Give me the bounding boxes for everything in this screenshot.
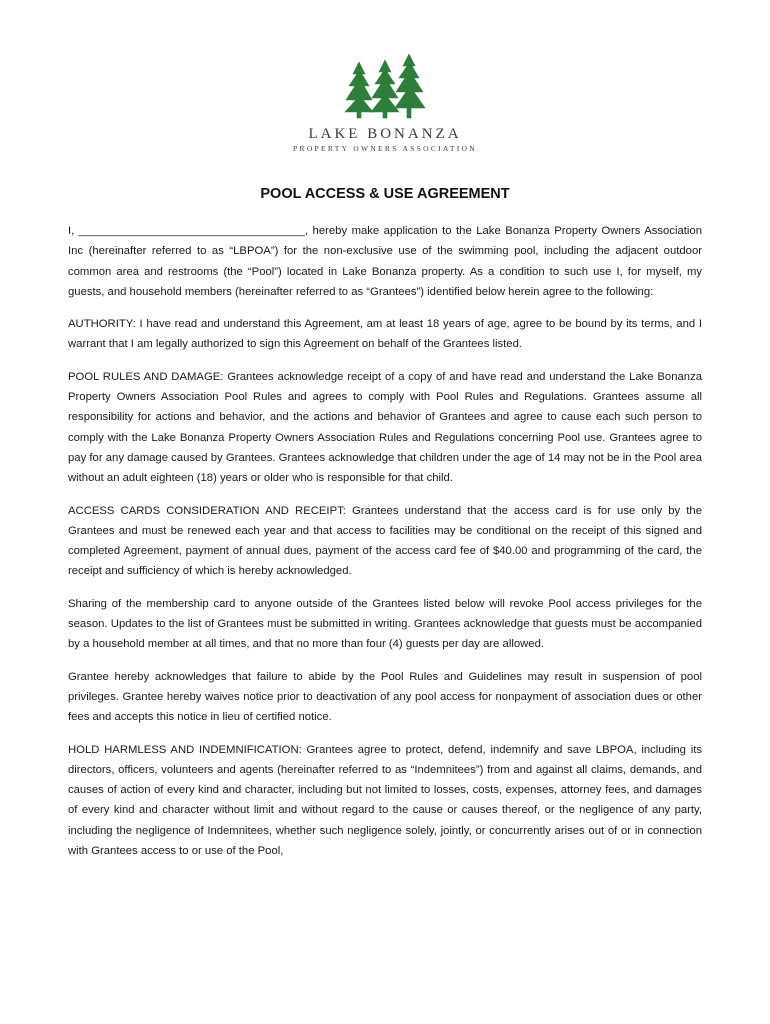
- association-logo: [0, 52, 770, 153]
- pine-tree-middle-icon: [371, 60, 399, 118]
- pool-rules-paragraph: POOL RULES AND DAMAGE: Grantees acknowledge receipt of a copy of and have read and understand the Lake Bonanza Property Owners Association Pool Rules and agrees to comply with Pool Rules and Regulations. Grantees assume all responsibility for actions and behavior, and the actions and behavior of Grantees and agree to cause each such person to comply with the Lake Bonanza Property Owners Association Rules and Regulations concerning Pool use. Grantees agree to pay for any damage caused by Grantees. Grantees acknowledge that children under the age of 14 may not be in the Pool area without an adult eighteen (18) years or older who is responsible for that child.: [68, 370, 702, 485]
- hold-harmless-paragraph: HOLD HARMLESS AND INDEMNIFICATION: Grantees agree to protect, defend, indemnify and save LBPOA, including its directors, officers, volunteers and agents (hereinafter referred to as “Indemnitees”) from and against all claims, demands, and causes of action of every kind and character, including but not limited to losses, costs, expenses, attorney fees, and damages of every kind and character without limit and without regard to the cause or causes thereof, or the negligence of any party, including the negligence of Indemnitees, whether such negligence solely, jointly, or concurrently arises out of or in connection with Grantees access to or use of the Pool,: [68, 743, 702, 858]
- pine-tree-right-icon: [395, 54, 425, 118]
- agreement-body: [68, 221, 702, 873]
- org-name: LAKE BONANZA: [308, 126, 462, 142]
- authority-paragraph: AUTHORITY: I have read and understand this Agreement, am at least 18 years of age, agree to be bound by its terms, and I warrant that I am legally authorized to sign this Agreement on behalf of the Grantees listed.: [68, 318, 702, 351]
- org-subtitle: PROPERTY OWNERS ASSOCIATION: [293, 144, 477, 153]
- pine-trees-icon: [343, 52, 427, 120]
- pine-tree-left-icon: [345, 62, 373, 118]
- suspension-paragraph: Grantee hereby acknowledges that failure to abide by the Pool Rules and Guidelines may result in suspension of pool privileges. Grantee hereby waives notice prior to deactivation of any pool access for nonpayment of association dues or other fees and accepts this notice in lieu of certified notice.: [68, 670, 702, 724]
- page-title: POOL ACCESS & USE AGREEMENT: [260, 186, 510, 202]
- access-cards-paragraph: ACCESS CARDS CONSIDERATION AND RECEIPT: Grantees understand that the access card is for use only by the Grantees and must be renewed each year and that access to facilities may be conditional on the receipt of this signed and completed Agreement, payment of annual dues, payment of the access card fee of $40.00 and programming of the card, the receipt and sufficiency of which is hereby acknowledged.: [68, 504, 702, 578]
- card-sharing-paragraph: Sharing of the membership card to anyone outside of the Grantees listed below will revoke Pool access privileges for the season. Updates to the list of Grantees must be submitted in writing. Grantees acknowledge that guests must be accompanied by a household member at all times, and that no more than four (4) guests per day are allowed.: [68, 597, 702, 651]
- intro-paragraph: I, ____________________________________, hereby make application to the Lake Bonanza Property Owners Association Inc (hereinafter referred to as “LBPOA”) for the non-exclusive use of the swimming pool, including the adjacent outdoor common area and restrooms (the “Pool”) located in Lake Bonanza property. As a condition to such use I, for myself, my guests, and household members (hereinafter referred to as “Grantees”) identified below herein agree to the following:: [68, 225, 702, 298]
